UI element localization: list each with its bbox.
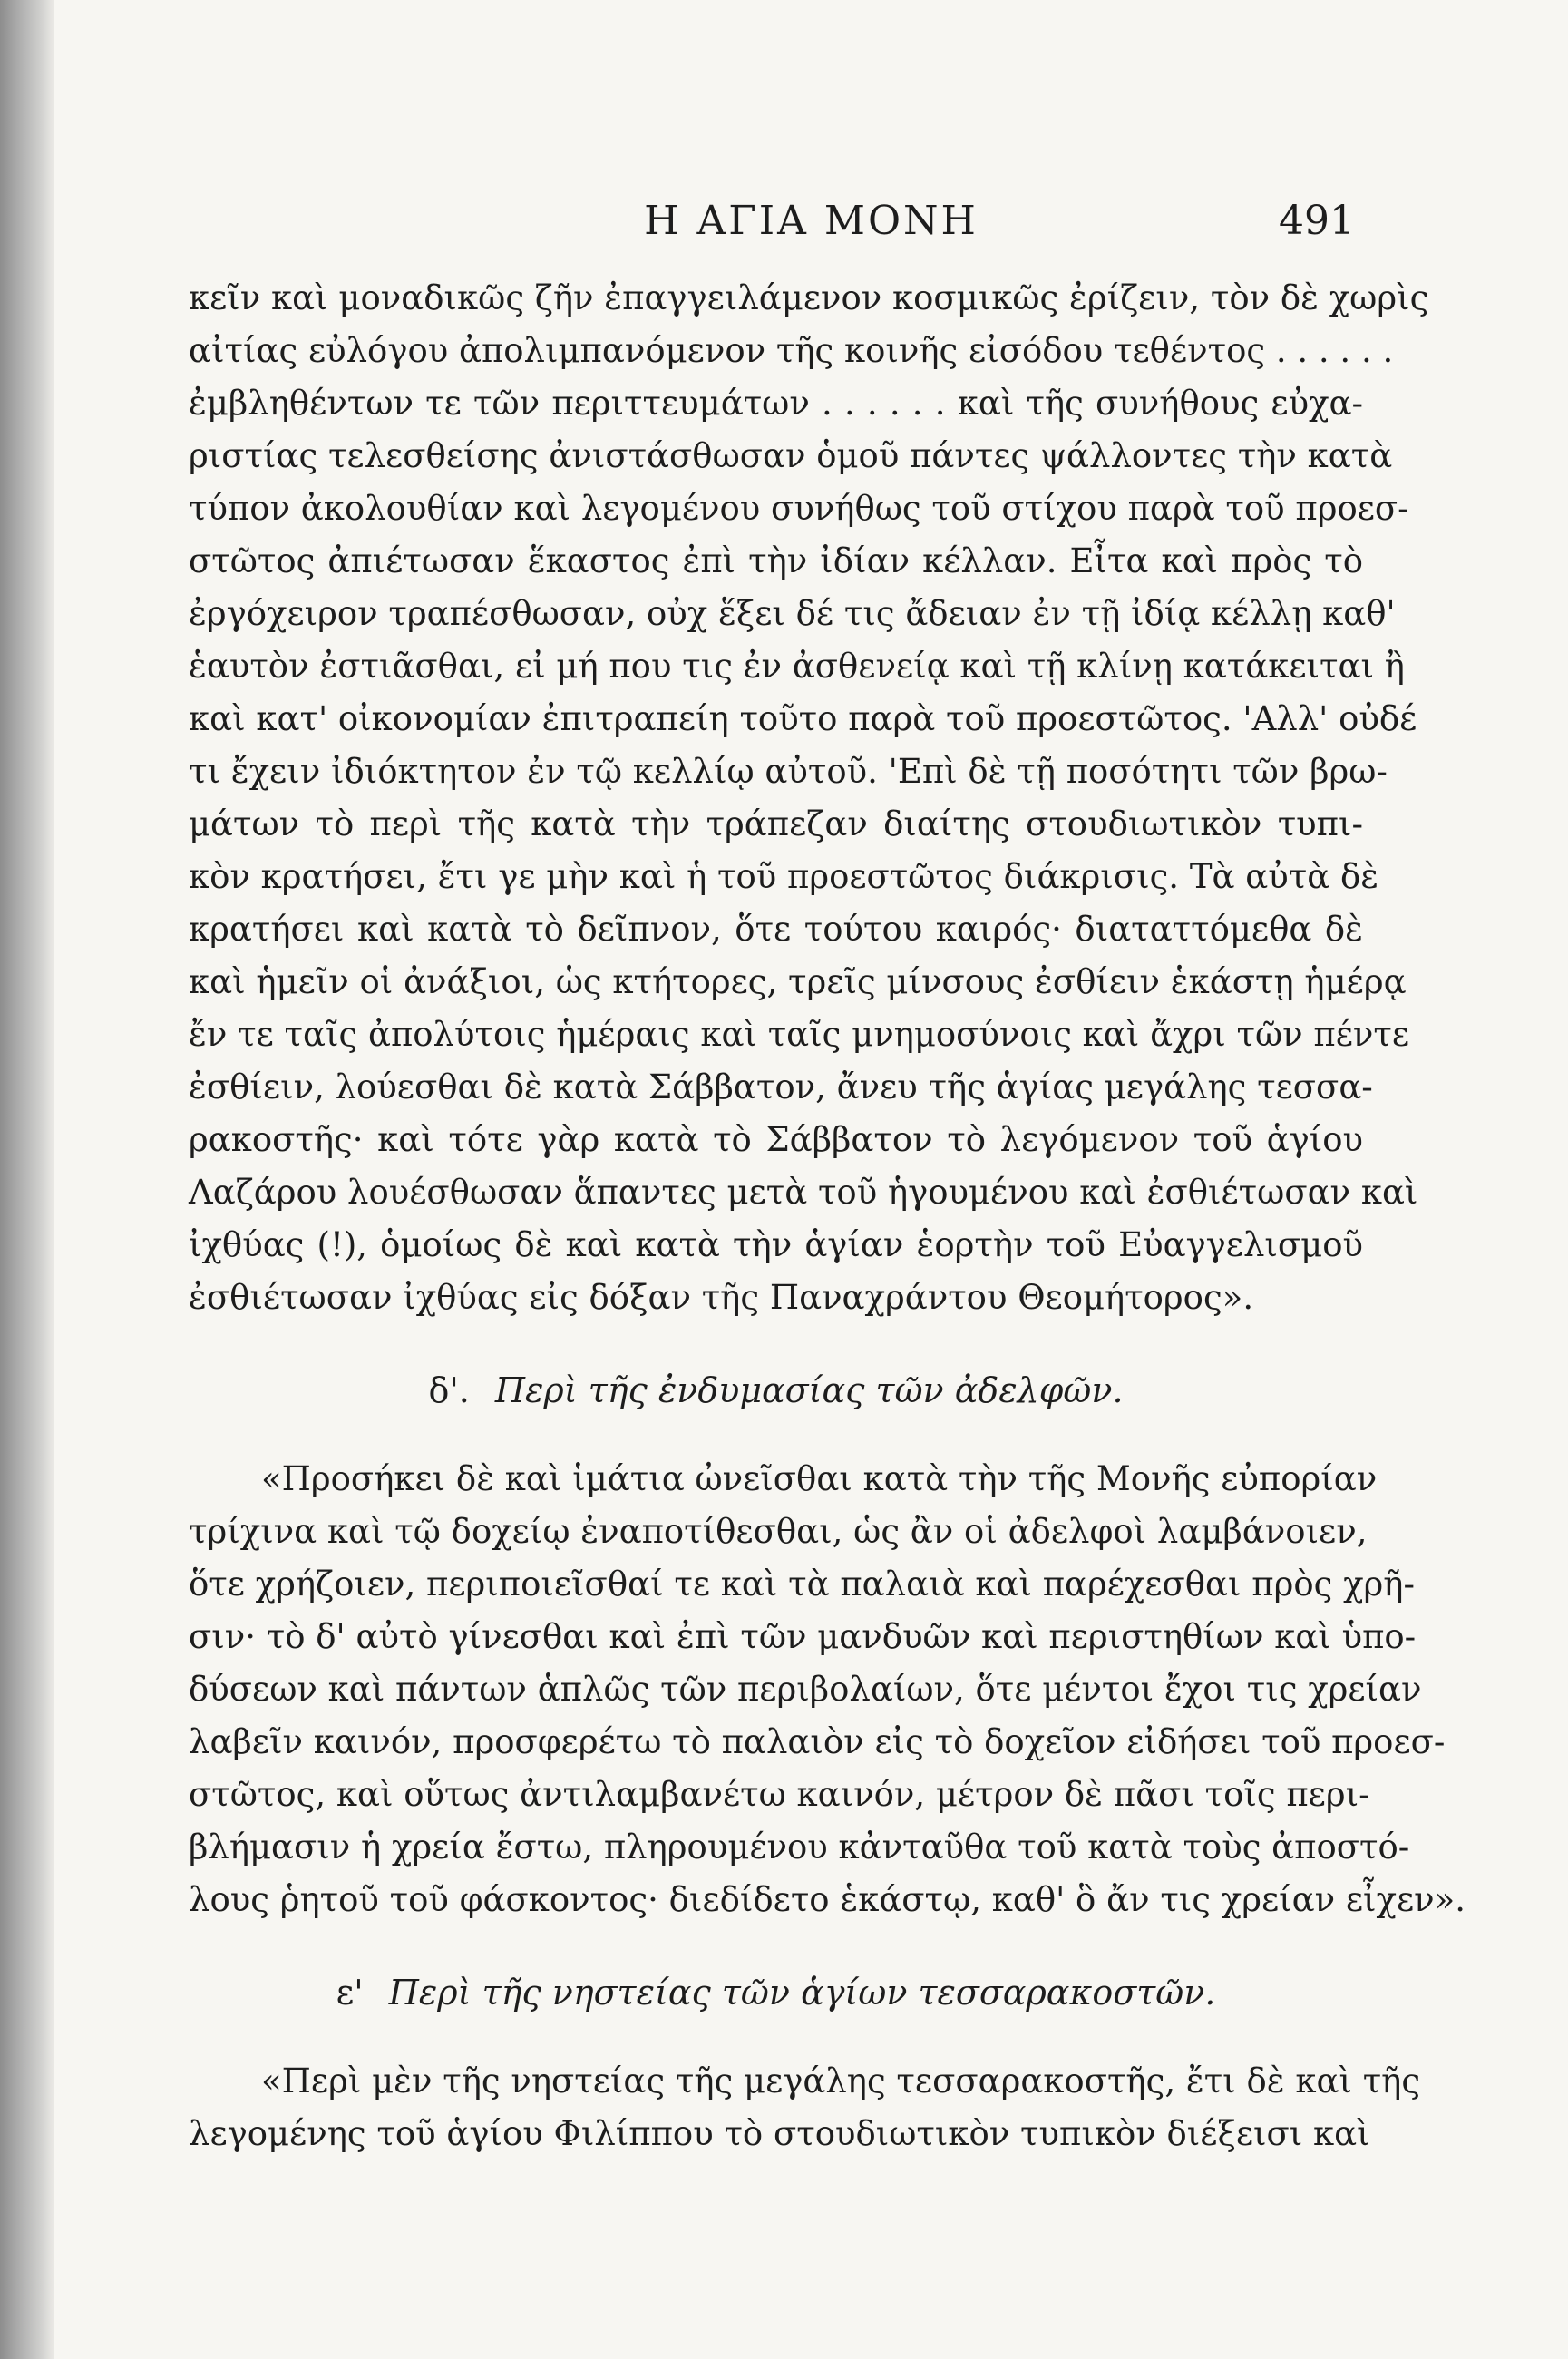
text-line: αἰτίας εὐλόγου ἀπολιμπανόμενον τῆς κοινῆς εἰσόδου τεθέντος . . . . . . (189, 331, 1394, 370)
text-line: ἐμβληθέντων τε τῶν περιττευμάτων . . . . . . καὶ τῆς συνήθους εὐχα- (189, 384, 1363, 423)
text-line: «Περὶ μὲν τῆς νηστείας τῆς μεγάλης τεσσαρακοστῆς, ἔτι δὲ καὶ τῆς (261, 2062, 1421, 2101)
text-line: καὶ ἡμεῖν οἱ ἀνάξιοι, ὡς κτήτορες, τρεῖς μίνσους ἐσθίειν ἑκάστῃ ἡμέρᾳ (189, 962, 1407, 1001)
section-title: Περὶ τῆς ἐνδυμασίας τῶν ἀδελφῶν. (494, 1370, 1124, 1410)
text-line: κρατήσει καὶ κατὰ τὸ δεῖπνον, ὅτε τούτου καιρός· διαταττόμεθα δὲ (189, 910, 1363, 949)
text-line: στῶτος ἀπιέτωσαν ἕκαστος ἐπὶ τὴν ἰδίαν κέλλαν. Εἶτα καὶ πρὸς τὸ (189, 541, 1363, 580)
section-heading-e (189, 1966, 1363, 2019)
text-line: ρακοστῆς· καὶ τότε γὰρ κατὰ τὸ Σάββατον τὸ λεγόμενον τοῦ ἁγίου (189, 1120, 1363, 1159)
page-number: 491 (1279, 198, 1355, 244)
paragraph-2 (189, 1453, 1466, 1926)
text-line: μάτων τὸ περὶ τῆς κατὰ τὴν τράπεζαν διαίτης στουδιωτικὸν τυπι- (189, 804, 1363, 843)
text-line: ὅτε χρήζοιεν, περιποιεῖσθαί τε καὶ τὰ παλαιὰ καὶ παρέχεσθαι πρὸς χρῆ- (189, 1565, 1415, 1604)
text-line: «Προσήκει δὲ καὶ ἱμάτια ὠνεῖσθαι κατὰ τὴν τῆς Μονῆς εὐπορίαν (261, 1459, 1378, 1498)
paragraph-1 (189, 272, 1429, 1324)
text-line: τρίχινα καὶ τῷ δοχείῳ ἐναποτίθεσθαι, ὡς ἂν οἱ ἀδελφοὶ λαμβάνοιεν, (189, 1512, 1368, 1551)
text-line: τύπον ἀκολουθίαν καὶ λεγομένου συνήθως τοῦ στίχου παρὰ τοῦ προεσ- (189, 489, 1409, 528)
text-line: κεῖν καὶ μοναδικῶς ζῆν ἐπαγγειλάμενον κοσμικῶς ἐρίζειν, τὸν δὲ χωρὶς (189, 278, 1429, 317)
text-line: Λαζάρου λουέσθωσαν ἅπαντες μετὰ τοῦ ἡγουμένου καὶ ἐσθιέτωσαν καὶ (189, 1173, 1418, 1212)
running-head (54, 198, 1568, 252)
text-line: δύσεων καὶ πάντων ἁπλῶς τῶν περιβολαίων, ὅτε μέντοι ἔχοι τις χρείαν (189, 1670, 1422, 1709)
paragraph-3 (189, 2055, 1421, 2160)
text-line: λαβεῖν καινόν, προσφερέτω τὸ παλαιὸν εἰς τὸ δοχεῖον εἰδήσει τοῦ προεσ- (189, 1722, 1446, 1761)
text-line: ἔν τε ταῖς ἀπολύτοις ἡμέραις καὶ ταῖς μνημοσύνοις καὶ ἄχρι τῶν πέντε (189, 1015, 1410, 1054)
section-number: δ'. (428, 1370, 470, 1410)
section-heading-d (189, 1364, 1363, 1417)
text-line: ἐσθίειν, λούεσθαι δὲ κατὰ Σάββατον, ἄνευ τῆς ἁγίας μεγάλης τεσσα- (189, 1067, 1373, 1106)
text-line: ἐσθιέτωσαν ἰχθύας εἰς δόξαν τῆς Παναχράντου Θεομήτορος». (189, 1278, 1254, 1317)
text-line: τι ἔχειν ἰδιόκτητον ἐν τῷ κελλίῳ αὐτοῦ. 'Επὶ δὲ τῇ ποσότητι τῶν βρω- (189, 752, 1388, 791)
text-line: λεγομένης τοῦ ἁγίου Φιλίππου τὸ στουδιωτικὸν τυπικὸν διέξεισι καὶ (189, 2114, 1370, 2153)
book-gutter-shadow (0, 0, 54, 2359)
running-head-title: Η ΑΓΙΑ ΜΟΝΗ (644, 198, 979, 244)
text-line: καὶ κατ' οἰκονομίαν ἐπιτραπείη τοῦτο παρὰ τοῦ προεστῶτος. 'Αλλ' οὐδέ (189, 699, 1417, 738)
text-line: ἐργόχειρον τραπέσθωσαν, οὐχ ἕξει δέ τις ἄδειαν ἐν τῇ ἰδίᾳ κέλλῃ καθ' (189, 594, 1396, 633)
section-number: ε' (336, 1973, 364, 2013)
text-line: στῶτος, καὶ οὕτως ἀντιλαμβανέτω καινόν, μέτρον δὲ πᾶσι τοῖς περι- (189, 1775, 1370, 1814)
book-page (54, 0, 1568, 2359)
text-line: ἑαυτὸν ἐστιᾶσθαι, εἰ μή που τις ἐν ἀσθενείᾳ καὶ τῇ κλίνῃ κατάκειται ἢ (189, 647, 1405, 686)
body-text (189, 272, 1466, 2160)
text-line: κὸν κρατήσει, ἔτι γε μὴν καὶ ἡ τοῦ προεστῶτος διάκρισις. Τὰ αὐτὰ δὲ (189, 857, 1379, 896)
text-line: ριστίας τελεσθείσης ἀνιστάσθωσαν ὁμοῦ πάντες ψάλλοντες τὴν κατὰ (189, 436, 1393, 475)
text-line: λους ῥητοῦ τοῦ φάσκοντος· διεδίδετο ἑκάστῳ, καθ' ὃ ἄν τις χρείαν εἶχεν». (189, 1880, 1466, 1919)
text-line: ἰχθύας (!), ὁμοίως δὲ καὶ κατὰ τὴν ἁγίαν ἑορτὴν τοῦ Εὐαγγελισμοῦ (189, 1225, 1363, 1264)
text-line: σιν· τὸ δ' αὐτὸ γίνεσθαι καὶ ἐπὶ τῶν μανδυῶν καὶ περιστηθίων καὶ ὑπο- (189, 1617, 1417, 1656)
text-line: βλήμασιν ἡ χρεία ἔστω, πληρουμένου κἀνταῦθα τοῦ κατὰ τοὺς ἀποστό- (189, 1828, 1410, 1867)
section-title: Περὶ τῆς νηστείας τῶν ἁγίων τεσσαρακοστῶν. (388, 1973, 1216, 2013)
